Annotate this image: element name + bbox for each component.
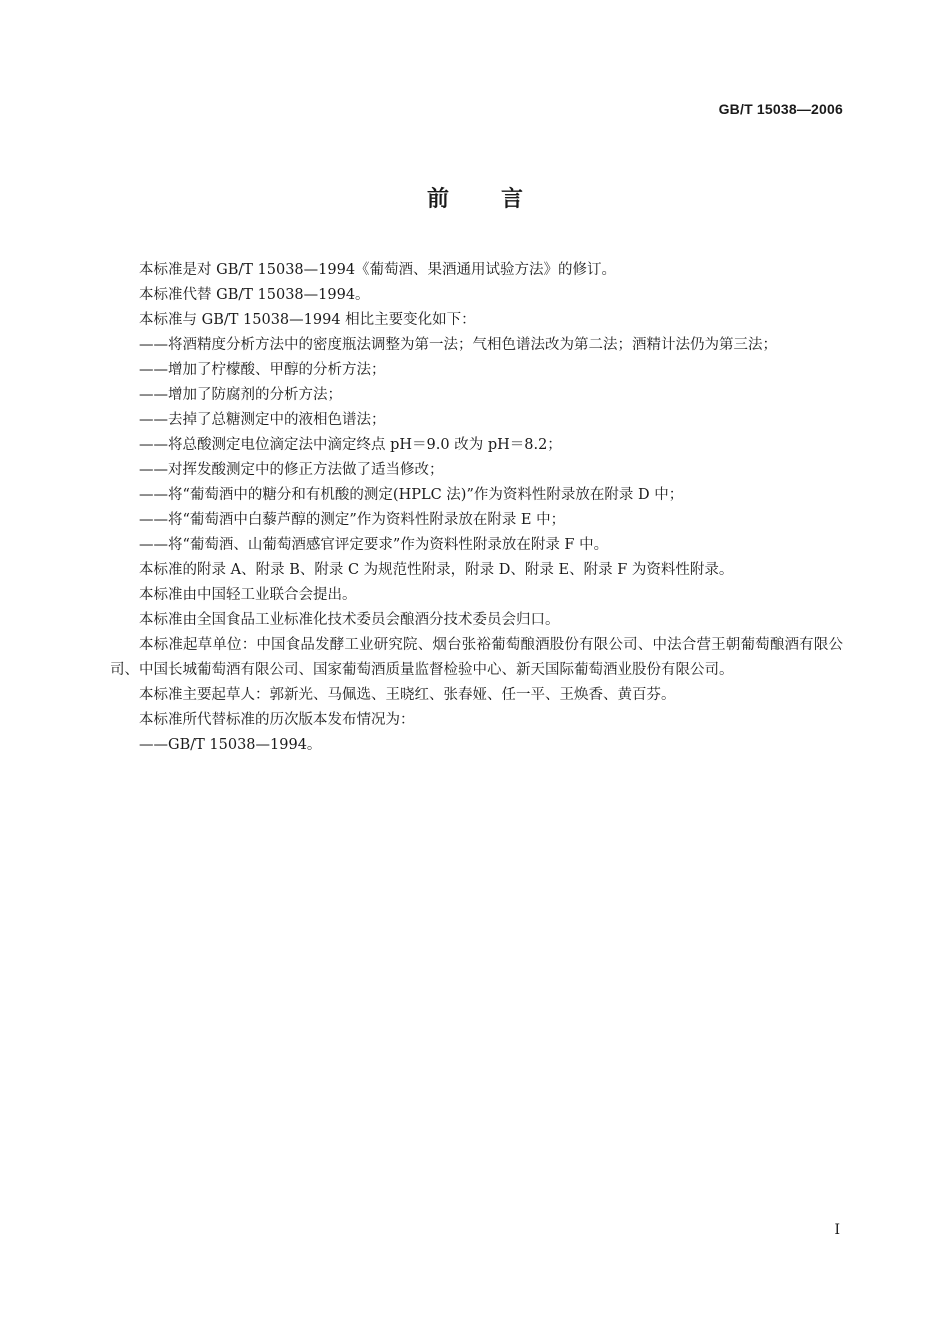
standard-code: GB/T 15038—2006 (718, 101, 843, 117)
paragraph: 本标准主要起草人：郭新光、马佩选、王晓红、张春娅、任一平、王焕香、黄百芬。 (139, 687, 676, 703)
paragraph: 本标准由全国食品工业标准化技术委员会酿酒分技术委员会归口。 (139, 612, 560, 628)
change-list-item: ——将“葡萄酒中白藜芦醇的测定”作为资料性附录放在附录 E 中； (139, 512, 566, 528)
title-char-2: 言 (501, 187, 524, 212)
title-char-1: 前 (426, 187, 449, 212)
change-list-item: ——将“葡萄酒中的糖分和有机酸的测定(HPLC 法)”作为资料性附录放在附录 D 中； (139, 487, 684, 503)
change-list-item: ——增加了柠檬酸、甲醇的分析方法； (139, 362, 386, 378)
change-list-item: ——去掉了总糖测定中的液相色谱法； (139, 412, 386, 428)
page-number: I (834, 1222, 840, 1238)
change-list-item: ——增加了防腐剂的分析方法； (139, 387, 342, 403)
change-list-item: ——将“葡萄酒、山葡萄酒感官评定要求”作为资料性附录放在附录 F 中。 (139, 537, 609, 553)
change-list-item: ——将总酸测定电位滴定法中滴定终点 pH＝9.0 改为 pH＝8.2； (139, 437, 562, 453)
version-history-item: ——GB/T 15038—1994。 (139, 737, 322, 753)
paragraph: 本标准起草单位：中国食品发酵工业研究院、烟台张裕葡萄酿酒股份有限公司、中法合营王朝葡萄酿酒有限公司、中国长城葡萄酒有限公司、国家葡萄酒质量监督检验中心、新天国际葡萄酒业股份有限公司。 (110, 637, 843, 678)
change-list-item: ——将酒精度分析方法中的密度瓶法调整为第一法；气相色谱法改为第二法；酒精计法仍为第三法； (139, 337, 777, 353)
paragraph: 本标准代替 GB/T 15038—1994。 (139, 287, 370, 303)
change-list-item: ——对挥发酸测定中的修正方法做了适当修改； (139, 462, 444, 478)
paragraph: 本标准所代替标准的历次版本发布情况为： (139, 712, 415, 728)
paragraph: 本标准是对 GB/T 15038—1994《葡萄酒、果酒通用试验方法》的修订。 (139, 262, 617, 278)
paragraph: 本标准的附录 A、附录 B、附录 C 为规范性附录，附录 D、附录 E、附录 F 为资料性附录。 (139, 562, 734, 578)
paragraph: 本标准由中国轻工业联合会提出。 (139, 587, 357, 603)
foreword-body (110, 258, 843, 758)
paragraph: 本标准与 GB/T 15038—1994 相比主要变化如下： (139, 312, 476, 328)
page-title (0, 182, 950, 213)
